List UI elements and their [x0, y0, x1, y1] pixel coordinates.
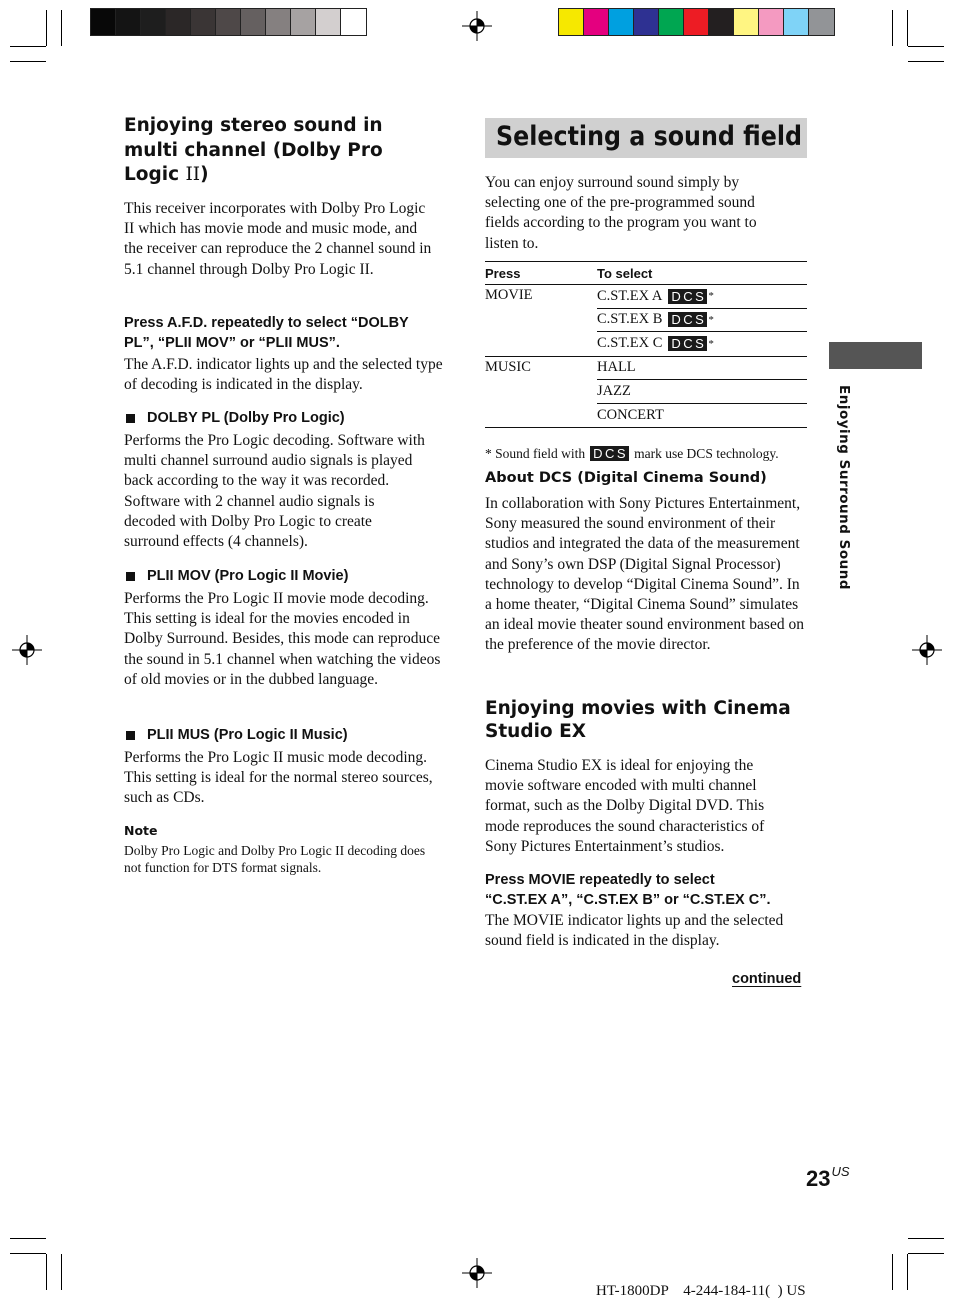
stereo-heading-line1: Enjoying stereo sound in: [124, 115, 383, 136]
mode-plii-mus: [124, 726, 449, 809]
registration-mark-icon: [12, 635, 42, 665]
afd-instruction: [124, 314, 449, 353]
color-swatch: [734, 9, 759, 35]
color-swatch: [559, 9, 584, 35]
stereo-heading-line3: [124, 163, 449, 188]
gray-calibration-strip: [90, 8, 367, 36]
color-swatch: [241, 9, 266, 35]
dcs-text: In collaboration with Sony Pictures Entertainment, Sony measured the sound environment of their studios and integrated the data of the measurement and Sony’s own DSP (Digital Signal Processor) technology to develop “Digital Cinema Sound”. In a home theater, “Digital Cinema Sound” simulates an ideal movie theater sound environment based on the preference of the movie director.: [485, 495, 804, 654]
select-value: C.ST.EX C: [597, 335, 663, 352]
registration-mark-icon: [912, 635, 942, 665]
section-title-band: [485, 118, 807, 158]
cinema-heading-line1: Enjoying movies with Cinema: [485, 698, 791, 719]
color-swatch: [291, 9, 316, 35]
afd-instruction-line1: Press A.F.D. repeatedly to select “DOLBY: [124, 315, 409, 331]
select-cell: [597, 332, 807, 356]
afd-instruction-line2: PL”, “PLII MOV” or “PLII MUS”.: [124, 334, 340, 351]
registration-mark-icon: [462, 11, 492, 41]
table-row: [485, 285, 807, 357]
mode-title-text: DOLBY PL (Dolby Pro Logic): [147, 410, 345, 426]
press-cell: MUSIC: [485, 358, 531, 375]
mode-title-text: PLII MUS (Pro Logic II Music): [147, 727, 348, 743]
page-title: Selecting a sound field: [496, 121, 803, 152]
note-text: Dolby Pro Logic and Dolby Pro Logic II decoding does not function for DTS format signals.: [124, 843, 426, 875]
color-swatch: [191, 9, 216, 35]
model-footer: HT-1800DP 4-244-184-11( ) US: [596, 1283, 806, 1299]
bullet-square-icon: [126, 731, 135, 740]
stereo-heading-roman: II: [185, 164, 201, 185]
stereo-heading-suffix: ): [200, 164, 209, 185]
page-number-suffix: US: [831, 1164, 850, 1179]
footnote-asterisk: *: [708, 313, 714, 326]
sound-field-table: [485, 261, 807, 428]
color-swatch: [166, 9, 191, 35]
mode-text: Performs the Pro Logic II music mode decoding. This setting is ideal for the normal stereo sources, such as CDs.: [124, 749, 433, 807]
color-swatch: [759, 9, 784, 35]
dcs-footnote: [485, 445, 815, 462]
dcs-badge: DCS: [668, 312, 707, 327]
chapter-side-label: Enjoying Surround Sound: [836, 385, 852, 591]
dcs-badge: DCS: [668, 336, 707, 351]
select-cell: [597, 285, 807, 309]
color-swatch: [784, 9, 809, 35]
afd-result: The A.F.D. indicator lights up and the selected type of decoding is indicated in the display.: [124, 356, 443, 394]
continued-label: continued: [732, 971, 802, 987]
color-calibration-strip: [558, 8, 835, 36]
mode-text: Performs the Pro Logic decoding. Software with multi channel surround audio signals is played back according to the way it was recorded. Software with 2 channel audio signals is decoded with Dolby Pro Logic to create surround effects (4 channels).: [124, 432, 425, 551]
footnote-asterisk: *: [708, 290, 714, 303]
mode-title: [124, 726, 449, 745]
cinema-result: The MOVIE indicator lights up and the selected sound field is indicated in the display.: [485, 912, 784, 950]
footnote-prefix: * Sound field with: [485, 446, 586, 461]
mode-title-text: PLII MOV (Pro Logic II Movie): [147, 568, 349, 584]
color-swatch: [341, 9, 366, 35]
color-swatch: [266, 9, 291, 35]
color-swatch: [116, 9, 141, 35]
select-cell: CONCERT: [597, 406, 664, 423]
color-swatch: [609, 9, 634, 35]
header-to-select: To select: [597, 265, 653, 281]
table-row: [485, 357, 807, 428]
cinema-instruction: [485, 871, 815, 910]
bullet-square-icon: [126, 414, 135, 423]
page-number: [806, 1164, 850, 1192]
cinema-heading-line2: Studio EX: [485, 721, 586, 742]
cinema-instruction-line1: Press MOVIE repeatedly to select: [485, 872, 715, 888]
select-cell: [597, 309, 807, 333]
color-swatch: [216, 9, 241, 35]
color-swatch: [634, 9, 659, 35]
table-header: [485, 262, 807, 285]
color-swatch: [659, 9, 684, 35]
dcs-heading: About DCS (Digital Cinema Sound): [485, 470, 767, 486]
mode-text: Performs the Pro Logic II movie mode decoding. This setting is ideal for the movies encoded in Dolby Surround. Besides, this mode can reproduce the sound in 5.1 channel when watching the videos of old movies or in the dubbed language.: [124, 590, 441, 688]
page-number-value: 23: [806, 1166, 831, 1191]
color-swatch: [91, 9, 116, 35]
chapter-tab: [829, 342, 922, 369]
mode-dolby-pl: [124, 409, 449, 552]
footnote-asterisk: *: [708, 337, 714, 350]
footnote-suffix: mark use DCS technology.: [634, 446, 779, 461]
mode-plii-mov: [124, 567, 449, 690]
select-value: C.ST.EX A: [597, 287, 663, 304]
stereo-heading-prefix: Logic: [124, 164, 186, 185]
select-cell: HALL: [597, 357, 807, 381]
select-cell: JAZZ: [597, 380, 807, 404]
mode-title: [124, 409, 449, 428]
stereo-heading-line2: multi channel (Dolby Pro: [124, 139, 383, 161]
color-swatch: [141, 9, 166, 35]
note-title: Note: [124, 823, 158, 838]
press-cell: MOVIE: [485, 287, 533, 303]
cinema-text: Cinema Studio EX is ideal for enjoying the movie software encoded with multi channel format, such as the Dolby Digital DVD. This mode reproduces the sound characteristics of Sony Pictures Entertainment’s studios.: [485, 757, 765, 855]
stereo-intro: This receiver incorporates with Dolby Pro Logic II which has movie mode and music mode, and the receiver can reproduce the 2 channel sound in 5.1 channel through Dolby Pro Logic II.: [124, 200, 432, 278]
registration-mark-icon: [462, 1258, 492, 1288]
select-value: C.ST.EX B: [597, 311, 663, 328]
sound-field-intro: You can enjoy surround sound simply by selecting one of the pre-programmed sound fields according to the program you want to listen to.: [485, 174, 757, 252]
dcs-badge: DCS: [590, 446, 629, 461]
mode-title: [124, 567, 449, 586]
header-press: Press: [485, 265, 521, 281]
color-swatch: [316, 9, 341, 35]
cinema-instruction-line2: “C.ST.EX A”, “C.ST.EX B” or “C.ST.EX C”.: [485, 891, 771, 908]
stereo-heading: [124, 114, 449, 188]
color-swatch: [584, 9, 609, 35]
color-swatch: [709, 9, 734, 35]
color-swatch: [809, 9, 834, 35]
cinema-heading: [485, 697, 815, 743]
dcs-badge: DCS: [668, 289, 707, 304]
color-swatch: [684, 9, 709, 35]
bullet-square-icon: [126, 572, 135, 581]
